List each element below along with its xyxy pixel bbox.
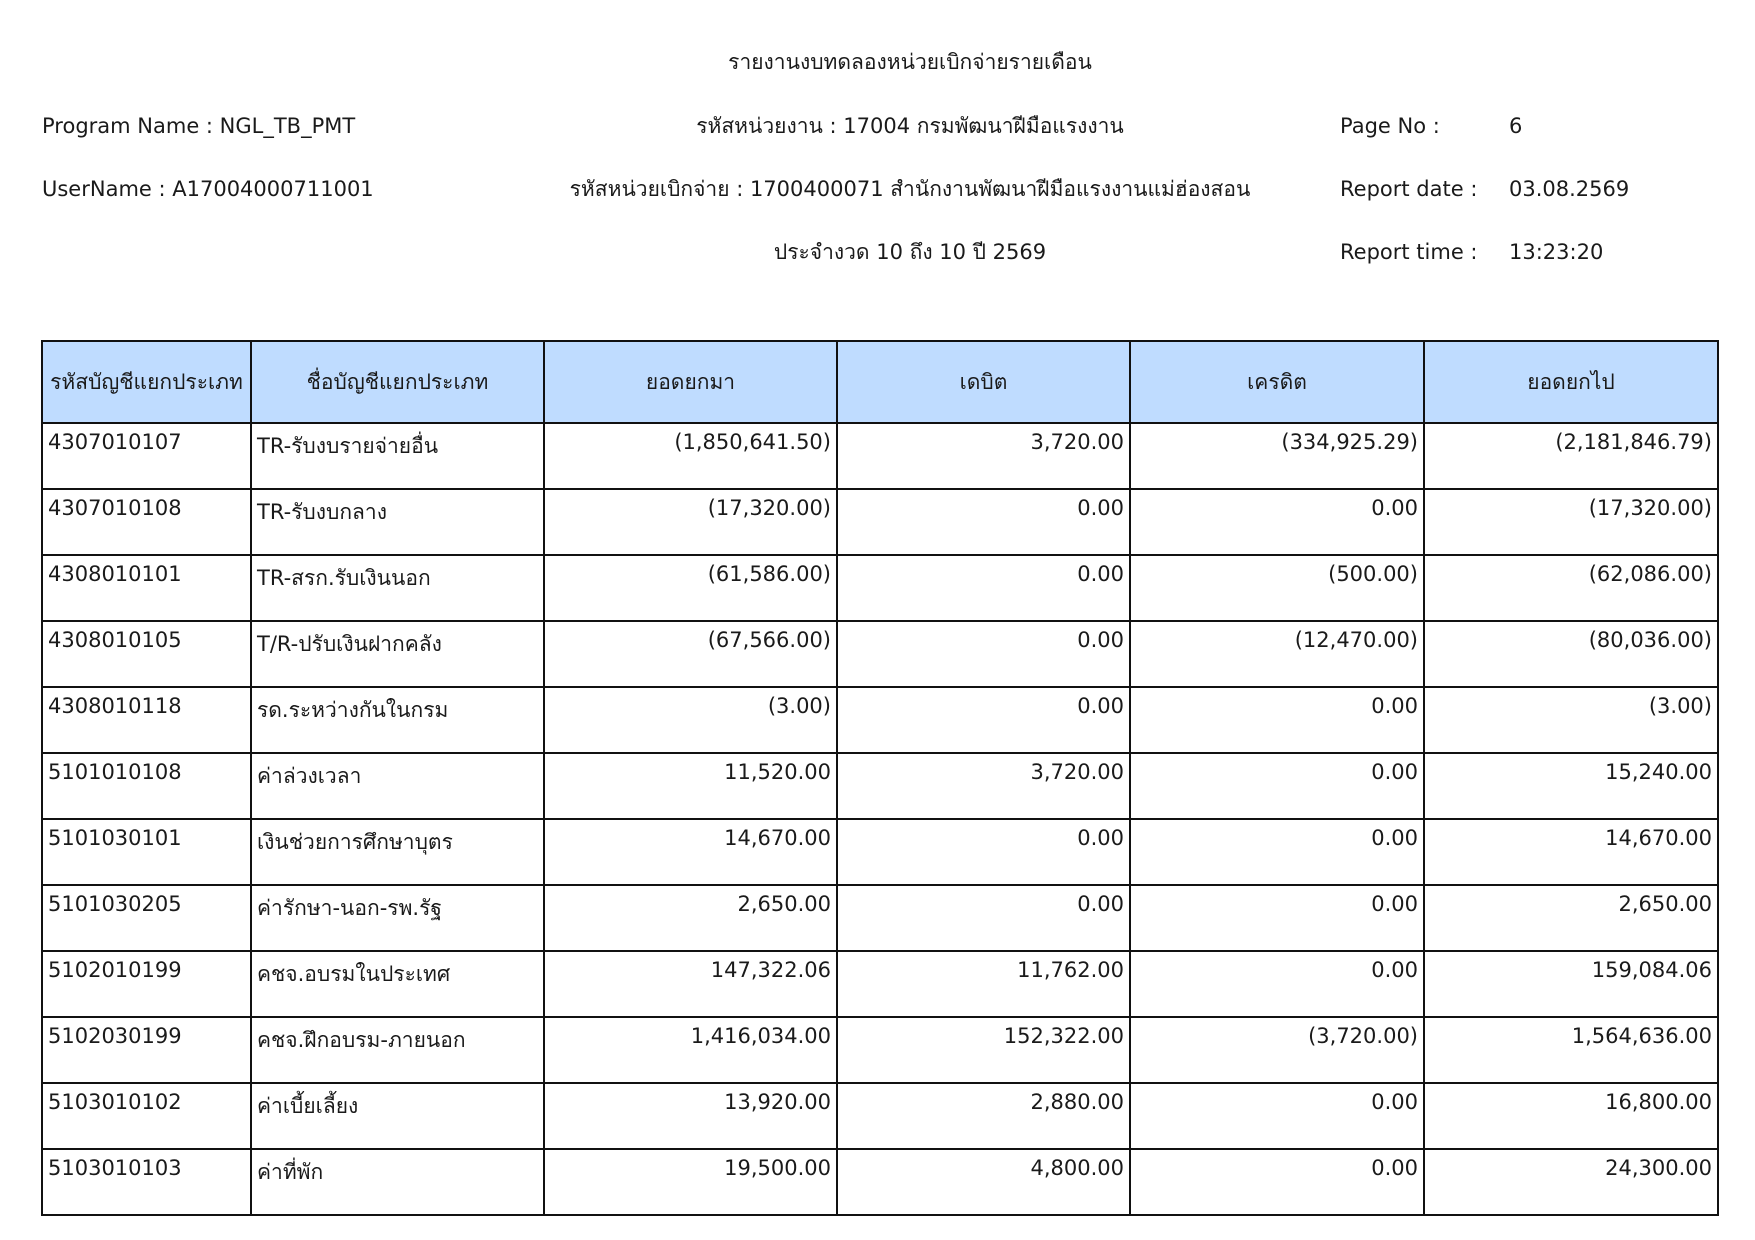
account-name-cell: รด.ระหว่างกันในกรม <box>251 687 544 753</box>
account-name-cell: TR-รับงบกลาง <box>251 489 544 555</box>
table-row <box>42 489 1718 555</box>
opening-balance-cell: 11,520.00 <box>544 753 837 819</box>
account-code-cell: 4307010108 <box>42 489 251 555</box>
opening-balance-cell: 13,920.00 <box>544 1083 837 1149</box>
credit-cell: 0.00 <box>1130 1149 1424 1215</box>
trial-balance-table <box>41 340 1719 1216</box>
account-name-cell: คชจ.อบรมในประเทศ <box>251 951 544 1017</box>
opening-balance-cell: 1,416,034.00 <box>544 1017 837 1083</box>
opening-balance-cell: 14,670.00 <box>544 819 837 885</box>
account-name-cell: TR-สรก.รับเงินนอก <box>251 555 544 621</box>
account-name-cell: ค่าล่วงเวลา <box>251 753 544 819</box>
debit-cell: 3,720.00 <box>837 753 1130 819</box>
table-row <box>42 621 1718 687</box>
opening-balance-cell: (61,586.00) <box>544 555 837 621</box>
agency-code: รหัสหน่วยงาน : 17004 กรมพัฒนาฝีมือแรงงาน <box>696 114 1124 138</box>
closing-balance-cell: 14,670.00 <box>1424 819 1718 885</box>
opening-balance-cell: (1,850,641.50) <box>544 423 837 489</box>
account-code-cell: 5103010102 <box>42 1083 251 1149</box>
table-row <box>42 1149 1718 1215</box>
closing-balance-cell: (3.00) <box>1424 687 1718 753</box>
program-name: Program Name : NGL_TB_PMT <box>42 114 356 138</box>
credit-cell: (3,720.00) <box>1130 1017 1424 1083</box>
user-name: UserName : A17004000711001 <box>42 177 374 201</box>
opening-balance-cell: (3.00) <box>544 687 837 753</box>
credit-cell: 0.00 <box>1130 951 1424 1017</box>
credit-cell: 0.00 <box>1130 489 1424 555</box>
account-name-cell: คชจ.ฝึกอบรม-ภายนอก <box>251 1017 544 1083</box>
debit-cell: 3,720.00 <box>837 423 1130 489</box>
debit-cell: 0.00 <box>837 555 1130 621</box>
closing-balance-cell: 1,564,636.00 <box>1424 1017 1718 1083</box>
account-code-cell: 4308010101 <box>42 555 251 621</box>
account-code-cell: 4308010118 <box>42 687 251 753</box>
credit-cell: (334,925.29) <box>1130 423 1424 489</box>
table-row <box>42 423 1718 489</box>
header-account-name: ชื่อบัญชีแยกประเภท <box>251 341 544 423</box>
report-time-value: 13:23:20 <box>1509 240 1604 264</box>
header-account-code: รหัสบัญชีแยกประเภท <box>42 341 251 423</box>
table-row <box>42 885 1718 951</box>
opening-balance-cell: (17,320.00) <box>544 489 837 555</box>
table-row <box>42 1083 1718 1149</box>
account-code-cell: 5101030205 <box>42 885 251 951</box>
debit-cell: 0.00 <box>837 687 1130 753</box>
report-date-value: 03.08.2569 <box>1509 177 1630 201</box>
debit-cell: 0.00 <box>837 621 1130 687</box>
report-period: ประจำงวด 10 ถึง 10 ปี 2569 <box>773 240 1047 264</box>
account-code-cell: 4307010107 <box>42 423 251 489</box>
account-code-cell: 5103010103 <box>42 1149 251 1215</box>
account-name-cell: T/R-ปรับเงินฝากคลัง <box>251 621 544 687</box>
closing-balance-cell: (80,036.00) <box>1424 621 1718 687</box>
debit-cell: 11,762.00 <box>837 951 1130 1017</box>
opening-balance-cell: 147,322.06 <box>544 951 837 1017</box>
header-opening-balance: ยอดยกมา <box>544 341 837 423</box>
disbursing-unit: รหัสหน่วยเบิกจ่าย : 1700400071 สำนักงานพัฒนาฝีมือแรงงานแม่ฮ่องสอน <box>569 177 1251 201</box>
debit-cell: 0.00 <box>837 819 1130 885</box>
opening-balance-cell: 2,650.00 <box>544 885 837 951</box>
account-name-cell: เงินช่วยการศึกษาบุตร <box>251 819 544 885</box>
account-name-cell: ค่าเบี้ยเลี้ยง <box>251 1083 544 1149</box>
debit-cell: 4,800.00 <box>837 1149 1130 1215</box>
header-credit: เครดิต <box>1130 341 1424 423</box>
account-code-cell: 5102010199 <box>42 951 251 1017</box>
debit-cell: 152,322.00 <box>837 1017 1130 1083</box>
table-row <box>42 753 1718 819</box>
account-code-cell: 4308010105 <box>42 621 251 687</box>
page-no-value: 6 <box>1509 114 1523 138</box>
debit-cell: 0.00 <box>837 885 1130 951</box>
credit-cell: 0.00 <box>1130 819 1424 885</box>
closing-balance-cell: 159,084.06 <box>1424 951 1718 1017</box>
account-name-cell: TR-รับงบรายจ่ายอื่น <box>251 423 544 489</box>
table-row <box>42 819 1718 885</box>
credit-cell: (12,470.00) <box>1130 621 1424 687</box>
credit-cell: (500.00) <box>1130 555 1424 621</box>
closing-balance-cell: (17,320.00) <box>1424 489 1718 555</box>
closing-balance-cell: (2,181,846.79) <box>1424 423 1718 489</box>
debit-cell: 0.00 <box>837 489 1130 555</box>
closing-balance-cell: 2,650.00 <box>1424 885 1718 951</box>
credit-cell: 0.00 <box>1130 687 1424 753</box>
report-title: รายงานงบทดลองหน่วยเบิกจ่ายรายเดือน <box>728 50 1092 74</box>
opening-balance-cell: (67,566.00) <box>544 621 837 687</box>
report-time-label: Report time : <box>1340 240 1478 264</box>
header-closing-balance: ยอดยกไป <box>1424 341 1718 423</box>
account-code-cell: 5101010108 <box>42 753 251 819</box>
closing-balance-cell: 24,300.00 <box>1424 1149 1718 1215</box>
report-date-label: Report date : <box>1340 177 1478 201</box>
account-name-cell: ค่าที่พัก <box>251 1149 544 1215</box>
table-row <box>42 1017 1718 1083</box>
header-debit: เดบิต <box>837 341 1130 423</box>
opening-balance-cell: 19,500.00 <box>544 1149 837 1215</box>
credit-cell: 0.00 <box>1130 1083 1424 1149</box>
account-name-cell: ค่ารักษา-นอก-รพ.รัฐ <box>251 885 544 951</box>
debit-cell: 2,880.00 <box>837 1083 1130 1149</box>
closing-balance-cell: 15,240.00 <box>1424 753 1718 819</box>
page-no-label: Page No : <box>1340 114 1440 138</box>
credit-cell: 0.00 <box>1130 753 1424 819</box>
closing-balance-cell: (62,086.00) <box>1424 555 1718 621</box>
table-row <box>42 687 1718 753</box>
account-code-cell: 5102030199 <box>42 1017 251 1083</box>
table-header-row <box>42 341 1718 423</box>
table-row <box>42 555 1718 621</box>
table-row <box>42 951 1718 1017</box>
credit-cell: 0.00 <box>1130 885 1424 951</box>
closing-balance-cell: 16,800.00 <box>1424 1083 1718 1149</box>
account-code-cell: 5101030101 <box>42 819 251 885</box>
